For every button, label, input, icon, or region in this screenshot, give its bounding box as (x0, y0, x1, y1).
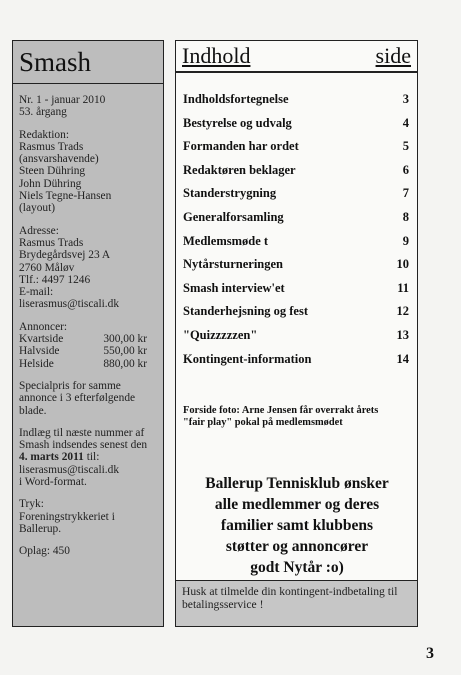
ad-price: 880,00 kr (103, 357, 147, 370)
special-line: blade. (19, 404, 47, 417)
new-year-greeting (186, 473, 408, 578)
ad-size-label: Halvside (19, 345, 60, 358)
toc-item[interactable] (183, 348, 409, 372)
address-line: Rasmus Trads (19, 236, 84, 249)
toc-page: 5 (402, 139, 409, 154)
circulation-line: Oplag: 450 (19, 545, 70, 558)
ad-prices (19, 321, 159, 370)
greeting-line: støtter og annoncører (225, 538, 369, 555)
magazine-title: Smash (13, 41, 163, 84)
cover-photo-caption (183, 405, 411, 429)
ad-size-label: Kvartside (19, 333, 64, 346)
print-info (19, 498, 159, 535)
toc-page: 7 (402, 186, 409, 201)
address-line: 2760 Måløv (19, 261, 75, 274)
toc-page: 14 (396, 351, 409, 366)
toc-title: Nytårsturneringen (183, 257, 283, 272)
toc-title: Indholdsfortegnelse (183, 92, 289, 106)
toc-title: Generalforsamling (183, 209, 284, 224)
toc-page: 3 (402, 92, 409, 106)
toc-title: Formanden har ordet (183, 139, 299, 154)
page-number: 3 (426, 645, 434, 662)
deadline-line: Smash indsendes senest den (19, 439, 148, 452)
caption-line: Forside foto: Arne Jensen får overrakt årets (183, 405, 379, 416)
print-line: Ballerup. (19, 522, 62, 535)
ad-price-row (19, 345, 147, 357)
toc-item[interactable] (183, 206, 409, 230)
payment-reminder (176, 580, 417, 626)
toc-page: 9 (402, 233, 409, 248)
reminder-line: betalingsservice ! (182, 598, 264, 611)
deadline-date: 4. marts 2011 (19, 451, 84, 464)
circulation-info (19, 545, 159, 557)
editorial-line: (ansvarshavende) (19, 153, 99, 166)
reminder-line: Husk at tilmelde din kontingent-indbetaling til (182, 585, 398, 598)
email-link[interactable]: liserasmus@tiscali.dk (19, 298, 120, 311)
toc-page: 11 (397, 280, 409, 295)
toc-item[interactable] (183, 230, 409, 254)
address-line: Tlf.: 4497 1246 (19, 273, 91, 286)
editorial-info (19, 129, 159, 215)
editorial-line: (layout) (19, 202, 56, 215)
greeting-line: alle medlemmer og deres (214, 496, 380, 513)
greeting-line: familier samt klubbens (220, 517, 374, 534)
address-line: Adresse: (19, 224, 59, 237)
print-line: Foreningstrykkeriet i (19, 510, 115, 523)
colophon-body (19, 94, 159, 568)
editorial-line: Niels Tegne-Hansen (19, 190, 112, 203)
toc-item[interactable] (183, 277, 409, 301)
contents-panel (175, 40, 418, 627)
toc-item[interactable] (183, 135, 409, 159)
issue-line: 53. årgang (19, 106, 67, 119)
toc-title: Standerstrygning (183, 186, 277, 201)
address-info (19, 225, 159, 311)
greeting-line: Ballerup Tennisklub ønsker (205, 475, 389, 492)
special-price-note (19, 380, 159, 417)
issue-line: Nr. 1 - januar 2010 (19, 94, 106, 106)
colophon-panel (12, 40, 164, 627)
toc-title: Bestyrelse og udvalg (183, 115, 292, 130)
toc-title: "Quizzzzzen" (183, 327, 258, 342)
contents-header (176, 41, 417, 73)
page-column-heading: side (375, 43, 411, 68)
toc-page: 12 (396, 304, 409, 319)
deadline-note (19, 427, 159, 488)
toc-item[interactable] (183, 88, 409, 112)
toc-item[interactable] (183, 324, 409, 348)
issue-info (19, 94, 159, 119)
ad-price-row (19, 333, 147, 345)
toc-page: 13 (396, 327, 409, 342)
toc-title: Smash interview'et (183, 280, 285, 295)
editorial-line: Rasmus Trads (19, 140, 84, 153)
toc-item[interactable] (183, 182, 409, 206)
table-of-contents (183, 88, 409, 371)
deadline-date-suffix: til: (83, 451, 100, 464)
toc-item[interactable] (183, 159, 409, 183)
toc-title: Standerhejsning og fest (183, 304, 309, 319)
contents-heading: Indhold (182, 43, 251, 68)
editorial-line: Redaktion: (19, 128, 69, 141)
deadline-line: Indlæg til næste nummer af (19, 426, 145, 439)
toc-page: 8 (402, 209, 409, 224)
toc-item[interactable] (183, 253, 409, 277)
ad-price: 300,00 kr (103, 333, 147, 346)
toc-page: 6 (402, 162, 409, 177)
ad-size-label: Helside (19, 357, 54, 370)
caption-line: "fair play" pokal på medlemsmødet (183, 417, 343, 428)
address-line: Brydegårdsvej 23 A (19, 249, 111, 262)
toc-title: Medlemsmøde t (183, 233, 269, 248)
deadline-date-line (19, 451, 159, 463)
deadline-email[interactable]: liserasmus@tiscali.dk (19, 463, 120, 476)
special-line: annonce i 3 efterfølgende (19, 392, 136, 405)
toc-title: Redaktøren beklager (183, 162, 296, 177)
toc-title: Kontingent-information (183, 351, 312, 366)
toc-item[interactable] (183, 112, 409, 136)
ad-price-row (19, 358, 147, 370)
deadline-line: i Word-format. (19, 476, 87, 489)
ad-heading: Annoncer: (19, 320, 68, 333)
toc-page: 10 (396, 257, 409, 272)
toc-item[interactable] (183, 300, 409, 324)
address-line: E-mail: (19, 286, 54, 299)
editorial-line: Steen Dühring (19, 165, 86, 178)
print-line: Tryk: (19, 498, 44, 511)
ad-price: 550,00 kr (103, 345, 147, 358)
toc-page: 4 (402, 115, 409, 130)
special-line: Specialpris for samme (19, 379, 121, 392)
greeting-line: godt Nytår :o) (250, 559, 344, 576)
editorial-line: John Dühring (19, 177, 82, 190)
